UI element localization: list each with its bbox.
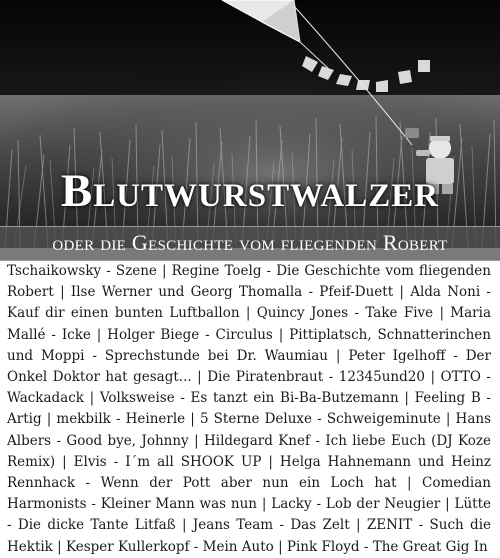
tracklist-text: Tschaikowsky - Szene | Regine Toelg - Die Geschichte vom fliegenden Robert | Ilse Werner und Georg Thomalla - Pfeif-Duett | Alda Noni - Kauf dir einen bunten Luftballon | Quincy Jones - Take Five | Maria Mallé - Icke | Holger Biege - Circulus | Pittiplatsch, Schnatterinchen und Moppi - Sprechstunde bei Dr. Waumiau | Peter Igelhoff - Der Onkel Doktor hat gesagt... | Die Piratenbraut - 12345und20 | OTTO - Wackadack | Volksweise - Es tanzt ein Bi-Ba-Butzemann | Feeling B - Artig | mekbilk - Heinerle | 5 Sterne Deluxe - Schweigeminute | Hans Albers - Good bye, Johnny | Hildegard Knef - Ich liebe Euch (DJ Koze Remix) | Elvis - I´m all SHOOK UP | Helga Hahnemann und Heinz Rennhack - Wenn der Pott aber nun ein Loch hat | Comedian Harmonists - Kleiner Mann was nun | Lacky - Lob der Neugier | Lütte - Die dicke Tante Litfaß | Jeans Team - Das Zelt | ZENIT - Such die Hektik | Kesper Kullerkopf - Mein Auto | Pink Floyd - The Great Gig In [7,263,491,555]
page-subtitle: oder die Geschichte vom fliegenden Robert [52,230,448,255]
page-title: Blutwurstwalzer [60,165,440,217]
